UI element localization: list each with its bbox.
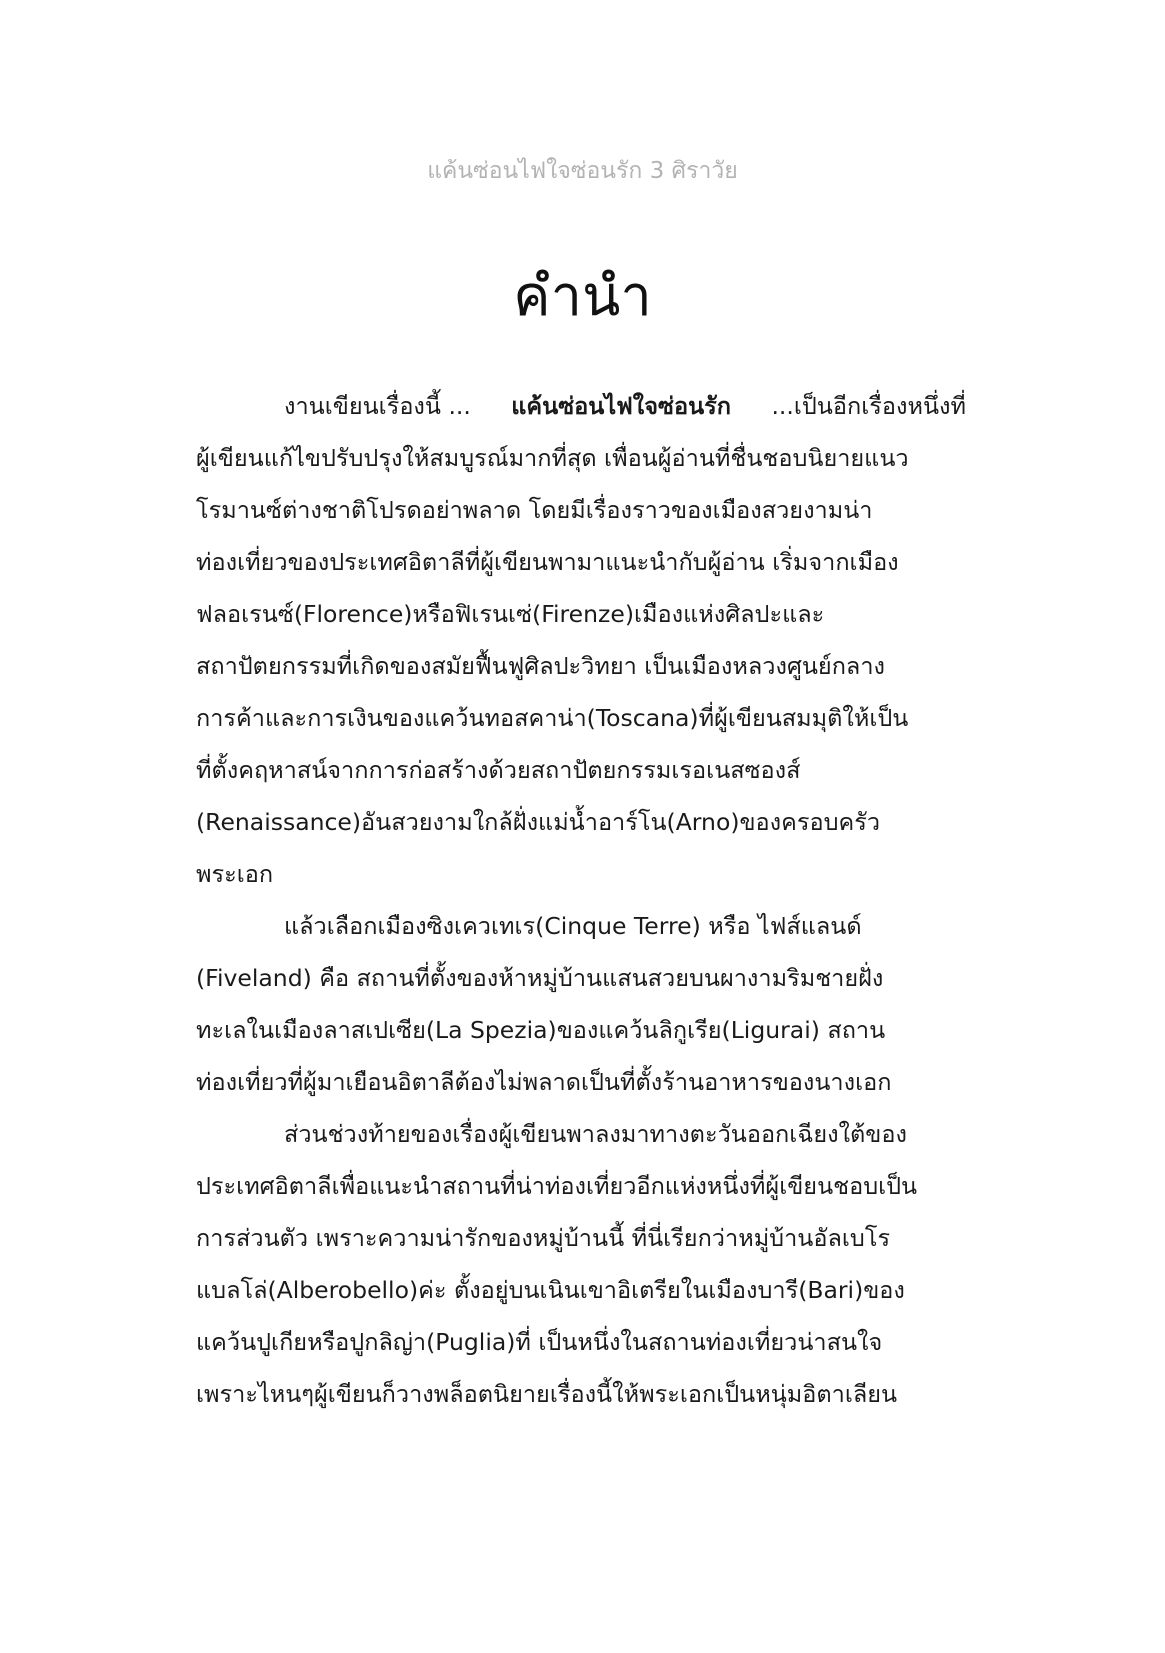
text-run: ...เป็นอีกเรื่องหนึ่งที่ [771,392,966,420]
paragraph-line: แคว้นปูเกียหรือปูกลิญ่า(Puglia)ที่ เป็นหนึ่งในสถานท่องเที่ยวน่าสนใจ [196,1328,883,1356]
paragraph-line: สถาปัตยกรรมที่เกิดของสมัยฟื้นฟูศิลปะวิทยา เป็นเมืองหลวงศูนย์กลาง [196,652,886,680]
paragraph-line: ส่วนช่วงท้ายของเรื่องผู้เขียนพาลงมาทางตะวันออกเฉียงใต้ของ [284,1120,907,1148]
paragraph-line: แบลโล่(Alberobello)ค่ะ ตั้งอยู่บนเนินเขาอิเตรียในเมืองบารี(Bari)ของ [196,1276,905,1304]
body-text [196,380,966,1420]
paragraph-line: ท่องเที่ยวของประเทศอิตาลีที่ผู้เขียนพามาแนะนำกับผู้อ่าน เริ่มจากเมือง [196,548,899,576]
paragraph-line: (Fiveland) คือ สถานที่ตั้งของห้าหมู่บ้านแสนสวยบนผางามริมชายฝั่ง [196,964,884,992]
paragraph-line: ทะเลในเมืองลาสเปเซีย(La Spezia)ของแคว้นลิกูเรีย(Ligurai) สถาน [196,1016,886,1044]
paragraph-line: ฟลอเรนซ์(Florence)หรือฟิเรนเซ่(Firenze)เมืองแห่งศิลปะและ [196,600,825,628]
paragraph-line: เพราะไหนๆผู้เขียนก็วางพล็อตนิยายเรื่องนี้ให้พระเอกเป็นหนุ่มอิตาเลียน [196,1380,898,1408]
paragraph-line: โรมานซ์ต่างชาติโปรดอย่าพลาด โดยมีเรื่องราวของเมืองสวยงามน่า [196,496,873,524]
book-title-bold: แค้นซ่อนไฟใจซ่อนรัก [511,392,732,420]
paragraph-line: การส่วนตัว เพราะความน่ารักของหมู่บ้านนี้ ที่นี่เรียกว่าหมู่บ้านอัลเบโร [196,1224,891,1252]
paragraph-line: แล้วเลือกเมืองซิงเควเทเร(Cinque Terre) หรือ ไฟส์แลนด์ [284,912,862,940]
paragraph-line: (Renaissance)อันสวยงามใกล้ฝั่งแม่น้ำอาร์โน(Arno)ของครอบครัว [196,808,881,836]
paragraph-line [196,380,966,432]
text-run: งานเขียนเรื่องนี้ ... [284,392,471,420]
paragraph-line: ประเทศอิตาลีเพื่อแนะนำสถานที่น่าท่องเที่ยวอีกแห่งหนึ่งที่ผู้เขียนชอบเป็น [196,1172,918,1200]
paragraph-line: ที่ตั้งคฤหาสน์จากการก่อสร้างด้วยสถาปัตยกรรมเรอเนสซองส์ [196,756,801,784]
chapter-title: คำนำ [513,264,652,329]
paragraph-line: ท่องเที่ยวที่ผู้มาเยือนอิตาลีต้องไม่พลาดเป็นที่ตั้งร้านอาหารของนางเอก [196,1068,892,1096]
paragraph-line: การค้าและการเงินของแคว้นทอสคาน่า(Toscana)ที่ผู้เขียนสมมุติให้เป็น [196,704,909,732]
paragraph-line: พระเอก [196,860,274,888]
running-header: แค้นซ่อนไฟใจซ่อนรัก 3 ศิราวัย [427,158,738,184]
paragraph-line: ผู้เขียนแก้ไขปรับปรุงให้สมบูรณ์มากที่สุด เพื่อนผู้อ่านที่ชื่นชอบนิยายแนว [196,444,909,472]
